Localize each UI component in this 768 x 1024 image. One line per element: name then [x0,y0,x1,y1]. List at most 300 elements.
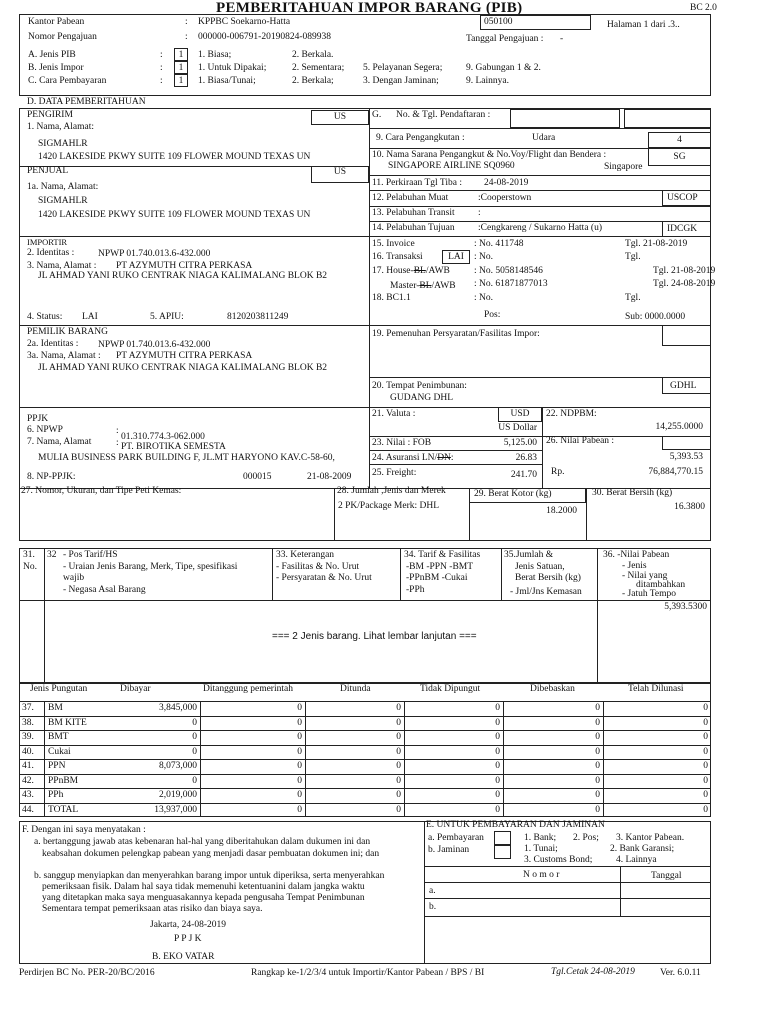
col32-line3: wajib [63,573,85,583]
nomor-pengajuan-label: Nomor Pengajuan [28,32,97,42]
tax-value-lunas: 0 [703,804,708,815]
col36-line1: 36. -Nilai Pabean [603,550,670,560]
jenis-impor-value: 1 [178,63,184,73]
form-title: PEMBERITAHUAN IMPOR BARANG (PIB) [216,0,523,16]
declaration-b3: yang ditetapkan maka saya menguasakannya kepada pengusaha Tempat Penimbunan [42,893,365,903]
tax-value-bebas: 0 [595,804,600,815]
bc11-tgl: Tgl. [625,293,641,303]
importir-identitas-label: 2. Identitas : [27,248,75,258]
pemilik-label: PEMILIK BARANG [27,327,109,337]
tax-row-number: 40. [22,746,34,757]
pengirim-nama-label: 1. Nama, Alamat: [27,122,95,132]
tax-row-name: BMT [48,732,69,742]
payment-b-label: b. Jaminan [428,845,470,855]
asuransi-value: 26.83 [515,453,537,463]
col31-sub: No. [23,562,37,572]
divider [44,548,45,683]
cara-bayar-label: C. Cara Pembayaran [28,76,107,86]
divider [19,803,711,804]
divider [272,548,273,600]
tax-row-number: 43. [22,790,34,800]
colon: : [116,426,119,436]
divider [542,407,543,488]
tax-value-bebas: 0 [595,761,600,771]
col34-line2: -BM -PPN -BMT [406,562,474,572]
tax-value-dtp: 0 [297,746,302,757]
muat-label: 12. Pelabuhan Muat [372,193,449,203]
tax-value-ditunda: 0 [396,732,401,742]
ppjk-npwp: 01.310.774.3-062.000 [121,432,205,442]
tujuan-label: 14. Pelabuhan Tujuan [372,223,455,233]
items-total: 5,393.5300 [664,602,707,612]
tax-value-bebas: 0 [595,732,600,742]
invoice-value: : No. 411748 [474,239,524,249]
g-label: G. [372,110,382,120]
tax-value-ditunda: 0 [396,790,401,800]
house-label-struck: BL [413,266,426,276]
tax-row-number: 41. [22,761,34,771]
nilai-pabean-label: 26. Nilai Pabean : [546,436,615,446]
tax-value-ditunda: 0 [396,717,401,728]
jenis-pib-value: 1 [178,50,184,60]
status-value: LAI [82,312,98,322]
kantor-value: KPPBC Soekarno-Hatta [198,17,291,27]
tax-value-tidak: 0 [495,703,500,713]
berat-kotor-value: 18.2000 [546,506,577,516]
declaration-b4: Sementara tempat pemeriksaan atas risiko dan biaya saya. [42,904,263,914]
colon: : [185,32,188,42]
transit-label: 13. Pelabuhan Transit [372,208,455,218]
tax-value-ditunda: 0 [396,804,401,815]
importir-nama: PT AZYMUTH CITRA PERKASA [116,261,253,271]
cara-angkut-code: 4 [677,135,682,145]
declaration-place-date: Jakarta, 24-08-2019 [150,920,226,930]
invoice-label: 15. Invoice [372,239,415,249]
tujuan-value: :Cengkareng / Sukarno Hatta (u) [478,223,602,233]
tax-value-dtp: 0 [297,790,302,800]
asuransi-label-struck: DN [437,453,451,463]
divider [620,866,621,916]
house-label [372,266,450,277]
jumlah-value: 2 PK/Package Merk: DHL [338,501,440,511]
pemilik-identitas: NPWP 01.740.013.6-432.000 [98,340,211,350]
divider [369,450,542,451]
tax-value-ditunda: 0 [396,746,401,757]
asuransi-label [372,453,454,464]
tax-value-lunas: 0 [703,790,708,800]
col35-line1: 35.Jumlah & [504,550,554,560]
transaksi-value: : No. [474,252,493,262]
colon: : [185,17,188,27]
status-label: 4. Status: [27,312,63,322]
penjual-country: US [333,167,347,177]
jumlah-label: 28. Jumlah ,Jenis dan Merek [337,486,446,496]
footer-regulation: Perdirjen BC No. PER-20/BC/2016 [19,968,155,978]
tgl-tiba: 24-08-2019 [484,178,529,188]
tax-value-tidak: 0 [495,790,500,800]
declaration-a2: keabsahan dokumen pelengkap pabean yang menjadi dasar pembuatan dokumen ini; dan [42,849,380,859]
divider [19,730,711,731]
house-label-suffix: /AWB [425,266,450,276]
penjual-nama: SIGMAHLR [38,196,88,206]
halaman: Halaman 1 dari .3.. [607,20,680,30]
tax-value-bebas: 0 [595,775,600,786]
tax-value-ditunda: 0 [396,703,401,713]
col35-line3: Berat Bersih (kg) [515,573,581,583]
divider [19,745,711,746]
footer-version: Ver. 6.0.11 [660,968,701,978]
divider [424,898,711,899]
divider [19,600,711,601]
divider [369,377,711,378]
payment-opt2: 2. Pos; [573,833,599,843]
tax-value-ditunda: 0 [396,761,401,771]
tax-row-name: PPnBM [48,775,79,786]
divider [586,488,587,541]
transit-value: : [478,208,481,218]
invoice-tgl: Tgl. 21-08-2019 [625,239,688,249]
tanggal-header: Tanggal [651,871,682,881]
g-tanggal-box [624,109,711,128]
tax-value-lunas: 0 [703,761,708,771]
divider [424,916,711,917]
nomor-header: N o m o r [523,870,560,880]
cara-bayar-opt4: 9. Lainnya. [466,76,510,86]
declaration-b2: pemeriksaan fisik. Dalam hal saya tidak memenuhi ketentuanini dalam jangka waktu [42,882,365,892]
importir-nama-label: 3. Nama, Alamat : [27,261,97,271]
tax-value-dtp: 0 [297,775,302,786]
tax-header-cell: Ditanggung pemerintah [203,684,293,694]
tujuan-code: IDCGK [667,224,698,234]
ndpbm-value: 14,255.0000 [655,422,703,432]
master-value: : No. 61871877013 [474,279,548,289]
divider [369,221,711,222]
tax-header-cell: Dibebaskan [530,684,575,694]
tax-value-lunas: 0 [703,717,708,728]
apiu-value: 8120203811249 [227,312,289,322]
divider [501,548,502,600]
tax-value-dtp: 0 [297,703,302,713]
tax-header-cell: Telah Dilunasi [628,684,684,694]
jenis-impor-label: B. Jenis Impor [28,63,84,73]
tax-header-cell: Jenis Pungutan [30,684,88,694]
house-tgl: Tgl. 21-08-2019 [653,266,716,276]
tax-row-number: 44. [22,804,34,815]
tanggal-pengajuan-label: Tanggal Pengajuan : [466,34,544,44]
divider [19,325,369,326]
pemilik-identitas-label: 2a. Identitas : [27,339,79,349]
jenis-pib-opt1: 1. Biasa; [198,50,232,60]
payment-a-box [494,831,511,845]
berat-kotor-label: 29. Berat Kotor (kg) [474,489,552,499]
cara-bayar-value: 1 [178,76,184,86]
tax-row-number: 37. [22,703,34,713]
sarana-value: SINGAPORE AIRLINE SQ0960 [388,161,515,171]
payment-opt3: 3. Kantor Pabean. [616,833,685,843]
kemas-label: 27. Nomor, Ukuran, dan Tipe Peti Kemas: [21,486,182,496]
declaration-a1: a. bertanggung jawab atas kebenaran hal-hal yang diberitahukan dalam dukumen ini dan [34,837,371,847]
bc11-value: : No. [474,293,493,303]
col35-line2: Jenis Satuan, [515,562,565,572]
col36-line4: ditambahkan [636,580,686,590]
tax-value-dibayar: 2,019,000 [159,790,197,800]
importir-alamat: JL AHMAD YANI RUKO CENTRAK NIAGA KALIMALANG BLOK B2 [38,271,328,281]
importir-identitas: NPWP 01.740.013.6-432.000 [98,249,211,259]
tax-value-tidak: 0 [495,775,500,786]
tax-value-dtp: 0 [297,761,302,771]
declaration-title: F. Dengan ini saya menyatakan : [22,825,146,835]
tax-value-dibayar: 0 [192,746,197,757]
g-nomor-box [510,109,620,128]
divider [369,436,711,437]
cara-angkut-label: 9. Cara Pengangkutan : [376,133,465,143]
divider [369,190,711,191]
g-nomor-label: No. & Tgl. Pendaftaran : [396,110,491,120]
fob-label: 23. Nilai : FOB [372,438,432,448]
tax-value-bebas: 0 [595,717,600,728]
payment-b-box [494,845,511,859]
tax-value-tidak: 0 [495,717,500,728]
payment-row-b: b. [429,902,437,912]
signer-name: B. EKO VATAR [152,952,215,962]
payment-opt6: 3. Customs Bond; [524,855,593,865]
kantor-label: Kantor Pabean [28,17,85,27]
jenis-impor-opt3: 5. Pelayanan Segera; [363,63,443,73]
tax-value-dibayar: 13,937,000 [154,804,197,815]
col34-line3: -PPnBM -Cukai [406,573,468,583]
tax-value-lunas: 0 [703,746,708,757]
section-d-title: D. DATA PEMBERITAHUAN [27,97,146,107]
jenis-pib-label: A. Jenis PIB [28,50,76,60]
np-ppjk-label: 8. NP-PPJK: [27,472,76,482]
footer-print-date: Tgl.Cetak 24-08-2019 [551,967,635,977]
divider [19,716,711,717]
payment-a-label: a. Pembayaran [428,833,484,843]
sub-label: Sub: 0000.0000 [625,312,686,322]
pengirim-country: US [333,112,347,122]
np-ppjk-date: 21-08-2009 [307,472,352,482]
divider [19,236,369,237]
divider [400,548,401,600]
pengirim-label: PENGIRIM [27,110,73,120]
pemilik-nama-label: 3a. Nama, Alamat : [27,351,101,361]
col36-line5: - Jatuh Tempo [622,589,677,599]
nilai-pabean-box [662,436,711,450]
col36-line2: - Jenis [622,561,647,571]
penjual-nama-label: 1a. Nama, Alamat: [27,182,99,192]
nomor-pengajuan-value: 000000-006791-20190824-089938 [198,32,331,42]
tax-row-name: TOTAL [48,804,79,815]
jenis-impor-opt1: 1. Untuk Dipakai; [198,63,267,73]
tgl-tiba-label: 11. Perkiraan Tgl Tiba : [372,178,462,188]
master-label-struck: BL [419,281,432,291]
payment-opt5: 2. Bank Garansi; [610,844,675,854]
divider [369,175,711,176]
divider [19,788,711,789]
sarana-label: 10. Nama Sarana Pengangkut & No.Voy/Flight dan Bendera : [372,150,607,160]
divider [19,774,711,775]
tax-row-name: PPh [48,790,64,800]
valuta-label: 21. Valuta : [372,409,416,419]
np-ppjk: 000015 [243,472,272,482]
master-label-text: Master- [390,281,420,291]
tax-value-dibayar: 3,845,000 [159,703,197,713]
transaksi-code: LAI [448,252,464,262]
tax-value-lunas: 0 [703,775,708,786]
penimbunan-label: 20. Tempat Penimbunan: [372,381,467,391]
nilai-pabean-rp: 76,884,770.15 [648,467,703,477]
tax-row-number: 42. [22,775,34,786]
pengirim-nama: SIGMAHLR [38,139,88,149]
section-d-divider [369,108,370,488]
sarana-bendera: Singapore [604,162,643,172]
penjual-alamat: 1420 LAKESIDE PKWY SUITE 109 FLOWER MOUND TEXAS UN [38,210,311,220]
apiu-label: 5. APIU: [150,312,184,322]
bc11-label: 18. BC1.1 [372,293,411,303]
divider [369,206,711,207]
cara-bayar-opt1: 1. Biasa/Tunai; [198,76,256,86]
tax-value-lunas: 0 [703,703,708,713]
divider [334,488,335,541]
penimbunan-code: GDHL [670,381,697,391]
col33-line2: - Fasilitas & No. Urut [276,562,360,572]
ppjk-npwp-label: 6. NPWP [27,425,63,435]
tax-value-tidak: 0 [495,732,500,742]
divider [369,464,542,465]
tax-value-tidak: 0 [495,746,500,757]
jenis-pib-opt2: 2. Berkala. [292,50,334,60]
payment-opt7: 4. Lainnya [616,855,657,865]
tax-value-bebas: 0 [595,790,600,800]
divider [424,882,711,883]
divider [369,325,711,326]
tanggal-pengajuan-value: - [560,34,564,44]
muat-value: :Cooperstown [478,193,532,203]
colon: : [116,438,119,448]
col31-label: 31. [23,550,35,560]
tax-value-tidak: 0 [495,761,500,771]
rp-label: Rp. [551,467,565,477]
pemenuhan-label: 19. Pemenuhan Persyaratan/Fasilitas Impor: [372,329,540,339]
tax-value-dibayar: 0 [192,717,197,728]
pemenuhan-box [662,325,711,346]
tax-row-name: BM KITE [48,717,87,728]
col32-label: 32 [47,550,57,560]
nilai-pabean-usd: 5,393.53 [669,452,703,462]
penimbunan-value: GUDANG DHL [390,393,454,403]
col35-line4: - Jml/Jns Kemasan [510,587,582,597]
pemilik-alamat: JL AHMAD YANI RUKO CENTRAK NIAGA KALIMALANG BLOK B2 [38,363,328,373]
divider [369,128,711,129]
house-label-text: 17. House- [372,266,414,276]
house-value: : No. 5058148546 [474,266,543,276]
cara-bayar-opt3: 3. Dengan Jaminan; [363,76,439,86]
tax-header-cell: Ditunda [340,684,371,694]
tax-value-bebas: 0 [595,703,600,713]
asuransi-label-suffix: : [450,453,454,463]
pengirim-alamat: 1420 LAKESIDE PKWY SUITE 109 FLOWER MOUND TEXAS UN [38,152,311,162]
berat-kotor-box [469,488,586,503]
ppjk-label: PPJK [27,414,49,424]
col33-line3: - Persyaratan & No. Urut [276,573,372,583]
tax-value-dtp: 0 [297,732,302,742]
tax-value-dtp: 0 [297,804,302,815]
jenis-impor-opt2: 2. Sementara; [292,63,345,73]
tax-row-number: 39. [22,732,34,742]
ndpbm-label: 22. NDPBM: [546,409,597,419]
jenis-impor-opt4: 9. Gabungan 1 & 2. [466,63,541,73]
transaksi-label: 16. Transaksi [372,252,423,262]
master-label [390,281,456,292]
form-version-code: BC 2.0 [690,3,717,13]
tax-value-dibayar: 0 [192,732,197,742]
master-label-suffix: /AWB [431,281,456,291]
valuta-code: USD [510,409,530,419]
tax-value-bebas: 0 [595,746,600,757]
tax-row-number: 38. [22,717,34,728]
tax-header-cell: Dibayar [120,684,151,694]
tax-value-ditunda: 0 [396,775,401,786]
asuransi-label-text: 24. Asuransi LN/ [372,453,438,463]
tax-row-name: BM [48,703,63,713]
fob-value: 5,125.00 [503,438,537,448]
sarana-code: SG [673,152,686,162]
colon: : [160,76,163,86]
colon: : [160,63,163,73]
divider [597,548,598,683]
kantor-code: 050100 [484,17,513,27]
col34-line4: -PPh [406,585,425,595]
footer-rangkap: Rangkap ke-1/2/3/4 untuk Importir/Kantor Pabean / BPS / BI [251,968,485,978]
col32-line4: - Negasa Asal Barang [63,585,146,595]
divider [424,821,425,964]
pos-label: Pos: [484,310,501,320]
tax-value-dibayar: 8,073,000 [159,761,197,771]
payment-opt1: 1. Bank; [524,833,557,843]
ppjk-nama-label: 7. Nama, Alamat [27,437,92,447]
tax-value-lunas: 0 [703,732,708,742]
divider [19,701,711,702]
payment-opt4: 1. Tunai; [524,844,558,854]
master-tgl: Tgl. 24-08-2019 [653,279,716,289]
payment-row-a: a. [429,886,436,896]
berat-bersih-value: 16.3800 [674,502,705,512]
divider [369,236,711,237]
tax-row-name: Cukai [48,746,71,757]
items-note: === 2 Jenis barang. Lihat lembar lanjutan === [272,631,477,642]
penjual-label: PENJUAL [27,166,69,176]
ppjk-nama: PT. BIROTIKA SEMESTA [121,442,226,452]
col36-line3: - Nilai yang [622,571,668,581]
divider [19,759,711,760]
freight-value: 241.70 [510,470,537,480]
divider [424,866,711,867]
berat-bersih-label: 30. Berat Bersih (kg) [592,488,673,498]
declaration-b1: b. sanggup menyiapkan dan menyerahkan barang impor untuk diperiksa, serta menyerahkan [34,871,385,881]
col32-line1: - Pos Tarif/HS [63,550,118,560]
cara-bayar-opt2: 2. Berkala; [292,76,334,86]
muat-code: USCOP [667,193,698,203]
col32-line2: - Uraian Jenis Barang, Merk, Tipe, spesifikasi [63,562,238,572]
tax-header-cell: Tidak Dipungut [420,684,481,694]
tax-value-dibayar: 0 [192,775,197,786]
valuta-name: US Dollar [498,423,537,433]
freight-label: 25. Freight: [372,468,417,478]
divider [19,407,369,408]
colon: : [160,50,163,60]
importir-label: IMPORTIR [27,237,68,247]
cara-angkut-value: Udara [532,133,556,143]
